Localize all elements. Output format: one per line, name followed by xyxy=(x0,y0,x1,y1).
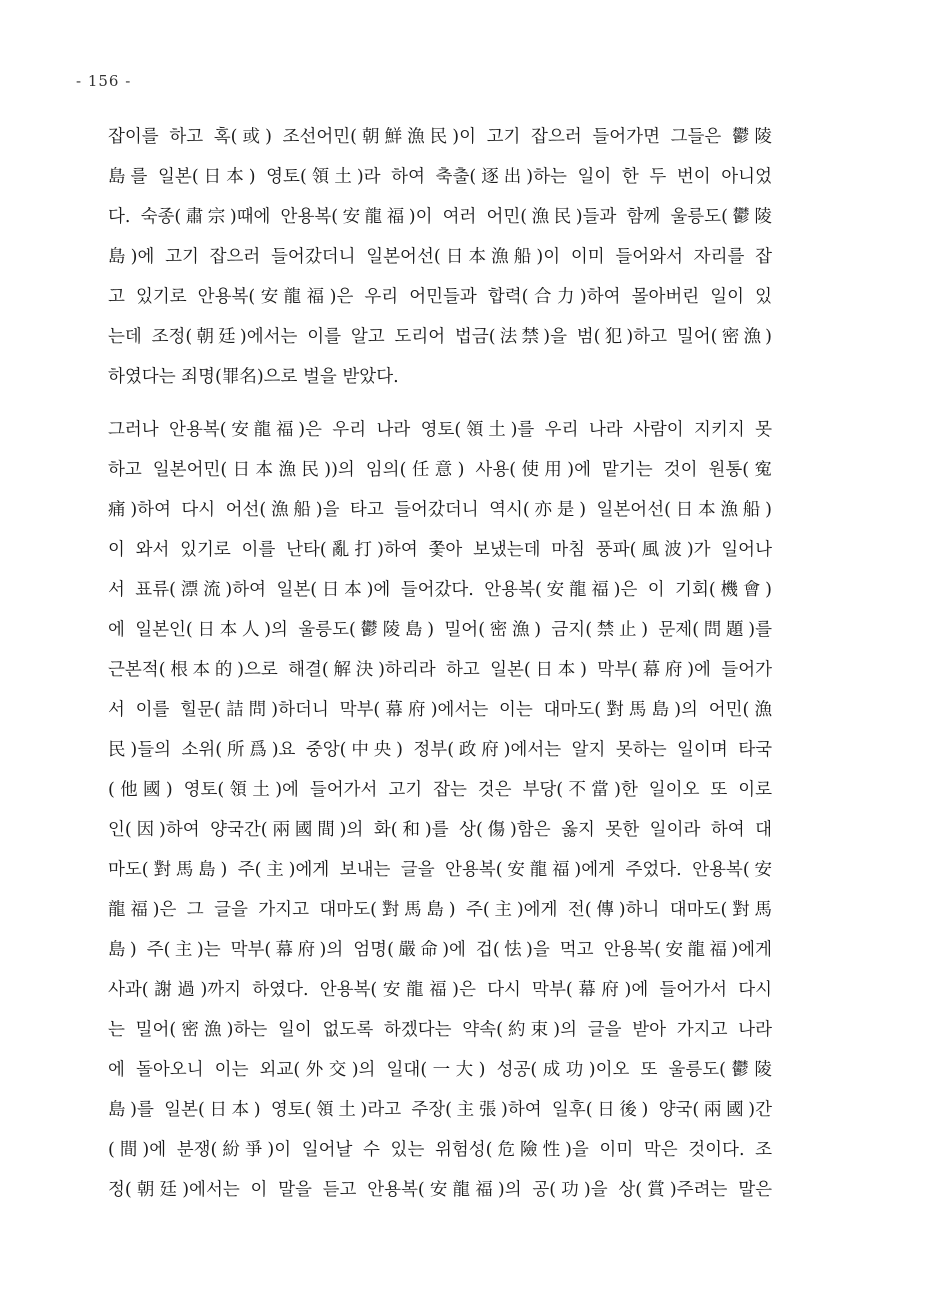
text-line: 하고 일본어민(日本漁民))의 임의(任意) 사용(使用)에 맡기는 것이 원통(寃 xyxy=(108,460,772,480)
text-line: 다. 숙종(肅宗)때에 안용복(安龍福)이 여러 어민(漁民)들과 함께 울릉도(鬱陵 xyxy=(108,207,772,227)
text-line: 는 밀어(密漁)하는 일이 없도록 하겠다는 약속(約束)의 글을 받아 가지고 나라 xyxy=(108,1020,772,1040)
text-line: 그러나 안용복(安龍福)은 우리 나라 영토(領土)를 우리 나라 사람이 지키지 못 xyxy=(108,420,772,440)
text-line: 龍福)은 그 글을 가지고 대마도(對馬島) 주(主)에게 전(傳)하니 대마도(對馬 xyxy=(108,900,772,920)
text-line: 고 있기로 안용복(安龍福)은 우리 어민들과 합력(合力)하여 몰아버린 일이 있 xyxy=(108,287,772,307)
paragraph-2 xyxy=(108,410,772,1210)
text-line: (間)에 분쟁(紛爭)이 일어날 수 있는 위험성(危險性)을 이미 막은 것이다. 조 xyxy=(108,1140,772,1160)
text-line: 마도(對馬島) 주(主)에게 보내는 글을 안용복(安龍福)에게 주었다. 안용복(安 xyxy=(108,860,772,880)
text-line: 에 일본인(日本人)의 울릉도(鬱陵島) 밀어(密漁) 금지(禁止) 문제(問題)를 xyxy=(108,620,772,640)
text-line: 잡이를 하고 혹(或) 조선어민(朝鮮漁民)이 고기 잡으러 들어가면 그들은 鬱陵 xyxy=(108,127,772,147)
text-line: 정(朝廷)에서는 이 말을 듣고 안용복(安龍福)의 공(功)을 상(賞)주려는 말은 xyxy=(108,1180,772,1200)
text-line: 島) 주(主)는 막부(幕府)의 엄명(嚴命)에 겁(怯)을 먹고 안용복(安龍福)에게 xyxy=(108,940,772,960)
text-line: 島)에 고기 잡으러 들어갔더니 일본어선(日本漁船)이 이미 들어와서 자리를 잡 xyxy=(108,247,772,267)
text-line: 서 이를 힐문(詰問)하더니 막부(幕府)에서는 이는 대마도(對馬島)의 어민(漁 xyxy=(108,700,772,720)
text-line: 인(因)하여 양국간(兩國間)의 화(和)를 상(傷)함은 옳지 못한 일이라 하여 대 xyxy=(108,820,772,840)
text-line: (他國) 영토(領土)에 들어가서 고기 잡는 것은 부당(不當)한 일이오 또 이로 xyxy=(108,780,772,800)
text-line: 島)를 일본(日本) 영토(領土)라고 주장(主張)하여 일후(日後) 양국(兩國)간 xyxy=(108,1100,772,1120)
text-line: 서 표류(漂流)하여 일본(日本)에 들어갔다. 안용복(安龍福)은 이 기회(機會) xyxy=(108,580,772,600)
page-number: - 156 - xyxy=(76,72,132,90)
text-line: 는데 조정(朝廷)에서는 이를 알고 도리어 법금(法禁)을 범(犯)하고 밀어(密漁) xyxy=(108,327,772,347)
text-line: 이 와서 있기로 이를 난타(亂打)하여 쫓아 보냈는데 마침 풍파(風波)가 일어나 xyxy=(108,540,772,560)
text-line: 근본적(根本的)으로 해결(解決)하리라 하고 일본(日本) 막부(幕府)에 들어가 xyxy=(108,660,772,680)
text-line: 하였다는 죄명(罪名)으로 벌을 받았다. xyxy=(108,367,399,387)
text-line: 島를 일본(日本) 영토(領土)라 하여 축출(逐出)하는 일이 한 두 번이 아니었 xyxy=(108,167,772,187)
text-line: 사과(謝過)까지 하였다. 안용복(安龍福)은 다시 막부(幕府)에 들어가서 다시 xyxy=(108,980,772,1000)
text-line: 痛)하여 다시 어선(漁船)을 타고 들어갔더니 역시(亦是) 일본어선(日本漁船) xyxy=(108,500,772,520)
paragraph-1 xyxy=(108,117,772,397)
text-line: 民)들의 소위(所爲)요 중앙(中央) 정부(政府)에서는 알지 못하는 일이며 타국 xyxy=(108,740,772,760)
text-line: 에 돌아오니 이는 외교(外交)의 일대(一大) 성공(成功)이오 또 울릉도(鬱陵 xyxy=(108,1060,772,1080)
